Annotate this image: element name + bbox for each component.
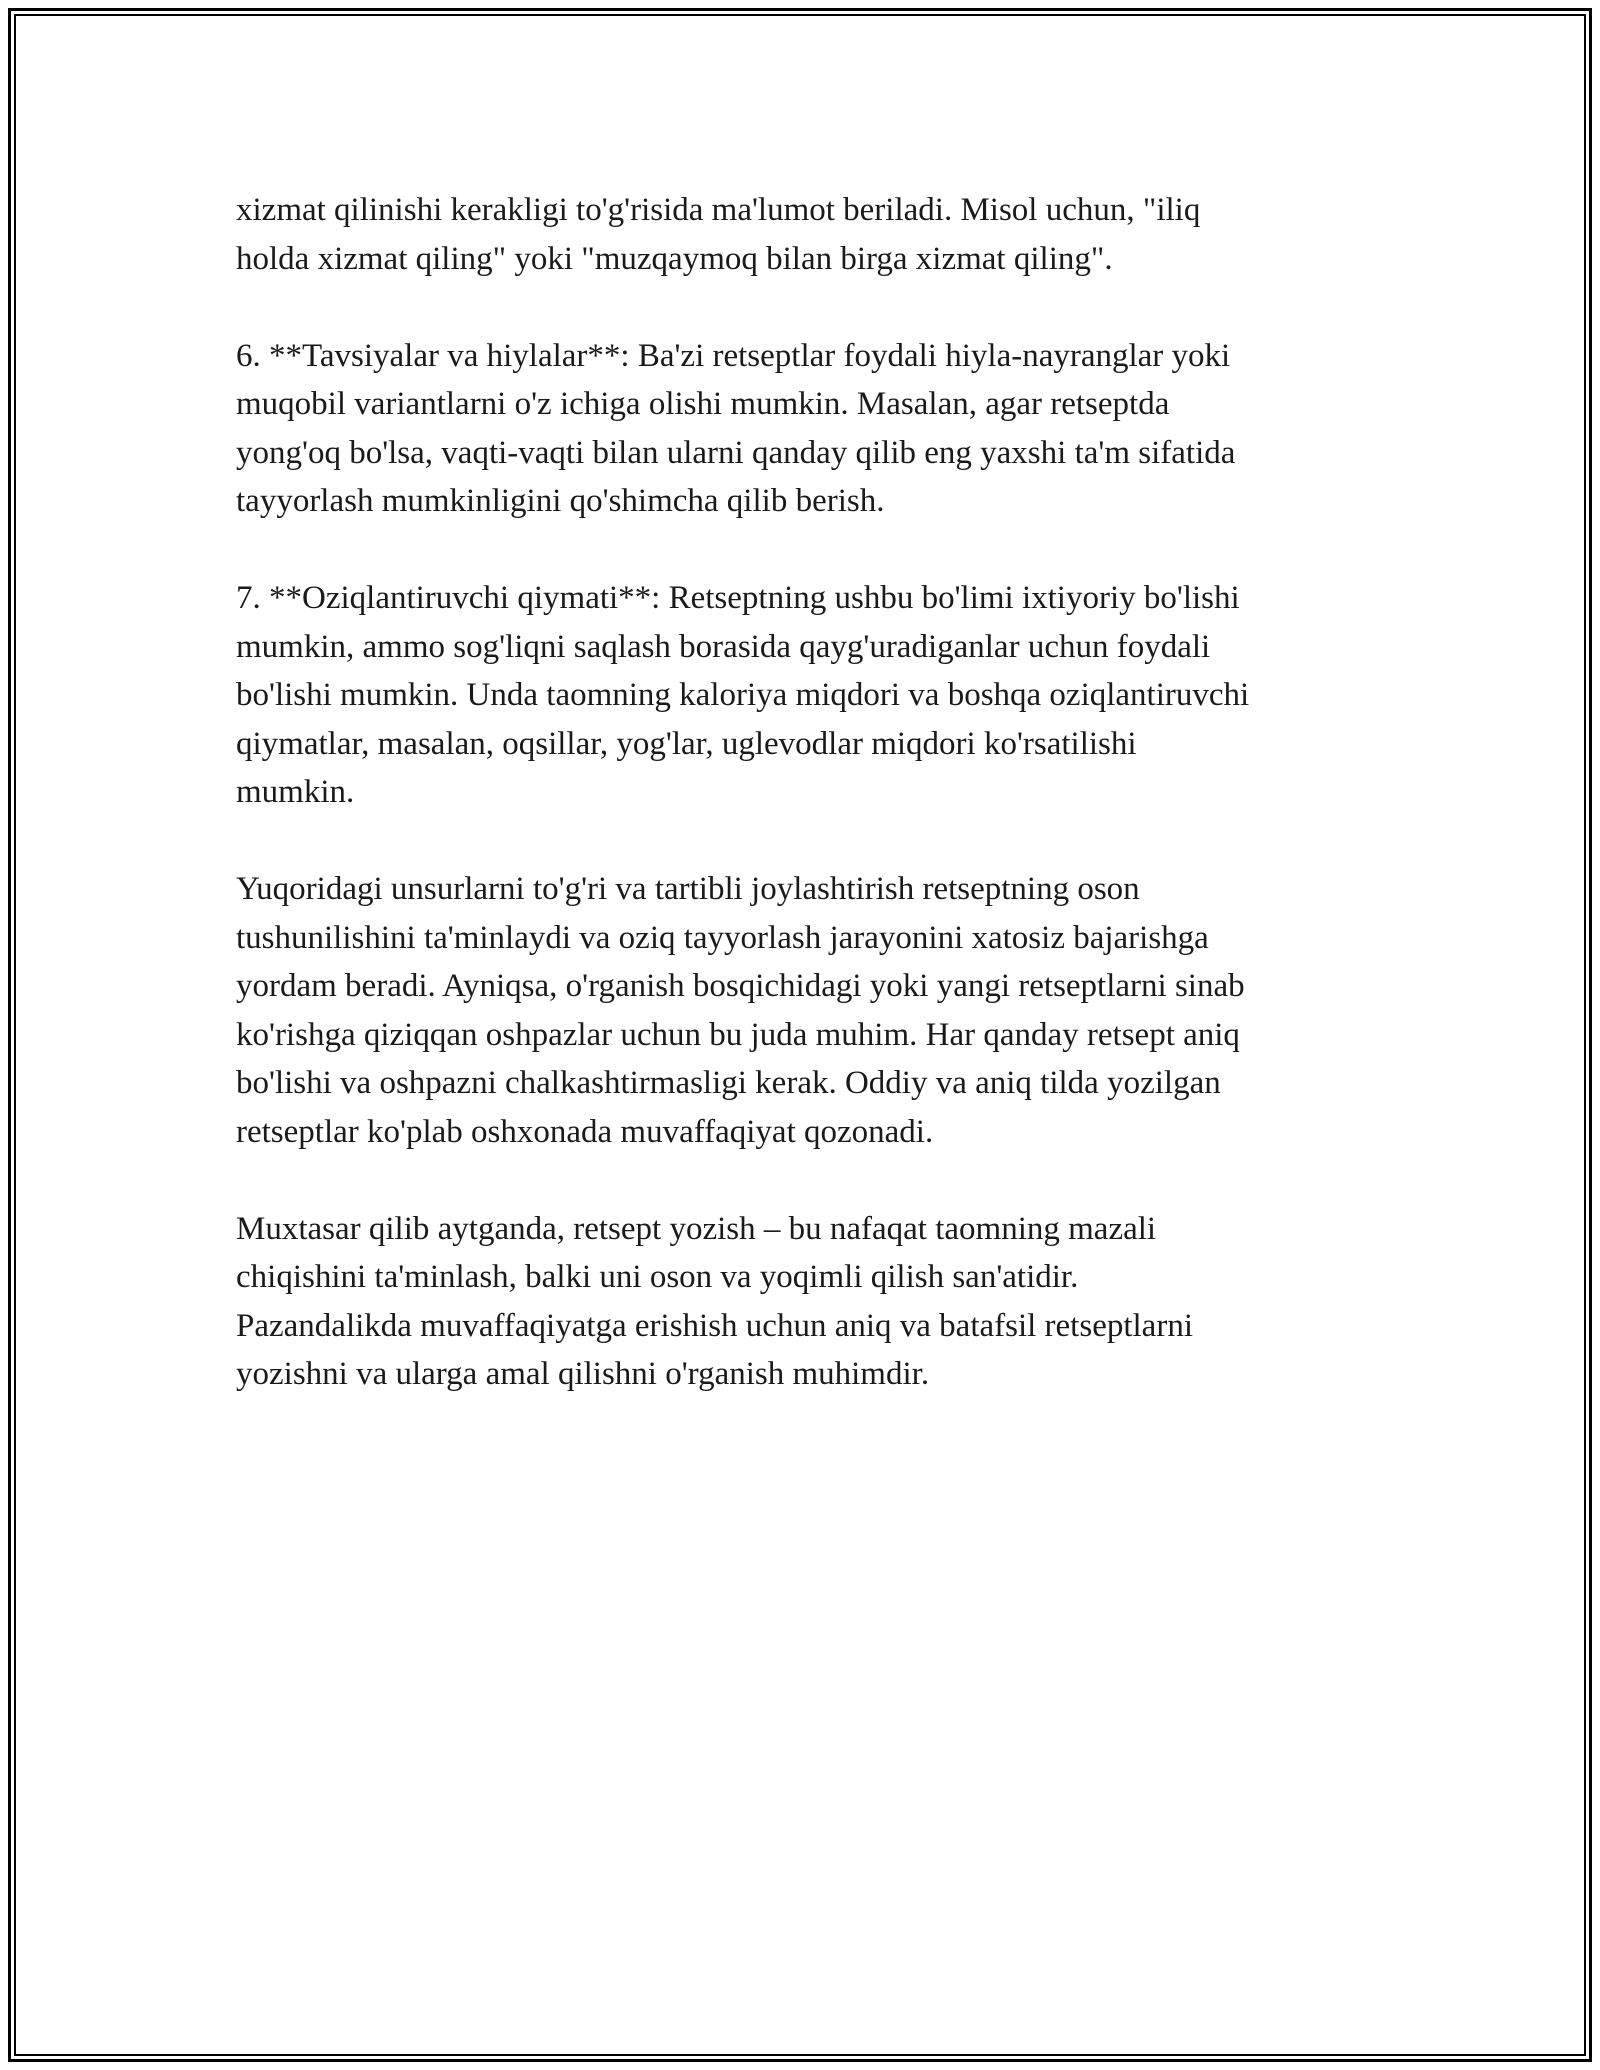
paragraph-conclusion: Muxtasar qilib aytganda, retsept yozish – bu nafaqat taomning mazali chiqishini ta'minlash, balki uni oson va yoqimli qilish san'atidir. Pazandalikda muvaffaqiyatga erishish uchun aniq va batafsil retseptlarni yozishni va ularga amal qilishni o'rganish muhimdir. [236, 1210, 1193, 1392]
paragraph-arrangement: Yuqoridagi unsurlarni to'g'ri va tartibli joylashtirish retseptning oson tushunilishini ta'minlaydi va oziq tayyorlash jarayonini xatosiz bajarishga yordam beradi. Ayniqsa, o'rganish bosqichidagi yoki yangi retseptlarni sinab ko'rishga qiziqqan oshpazlar uchun bu juda muhim. Har qanday retsept aniq bo'lishi va oshpazni chalkashtirmasligi kerak. Oddiy va aniq tilda yozilgan retseptlar ko'plab oshxonada muvaffaqiyat qozonadi. [236, 871, 1245, 1150]
paragraph-tips-and-tricks: 6. **Tavsiyalar va hiylalar**: Ba'zi retseptlar foydali hiyla-nayranglar yoki muqobil variantlarni o'z ichiga olishi mumkin. Masalan, agar retseptda yong'oq bo'lsa, vaqti-vaqti bilan ularni qanday qilib eng yaxshi ta'm sifatida tayyorlash mumkinligini qo'shimcha qilib berish. [236, 337, 1236, 519]
paragraph-serving-note: xizmat qilinishi kerakligi to'g'risida ma'lumot beriladi. Misol uchun, "iliq holda xizmat qiling" yoki "muzqaymoq bilan birga xizmat qiling". [236, 192, 1201, 277]
paragraph-nutritional-value: 7. **Oziqlantiruvchi qiymati**: Retseptning ushbu bo'limi ixtiyoriy bo'lishi mumkin, ammo sog'liqni saqlash borasida qayg'uradiganlar uchun foydali bo'lishi mumkin. Unda taomning kaloriya miqdori va boshqa oziqlantiruvchi qiymatlar, masalan, oqsillar, yog'lar, uglevodlar miqdori ko'rsatilishi mumkin. [236, 580, 1250, 810]
document-body [236, 186, 1376, 1447]
